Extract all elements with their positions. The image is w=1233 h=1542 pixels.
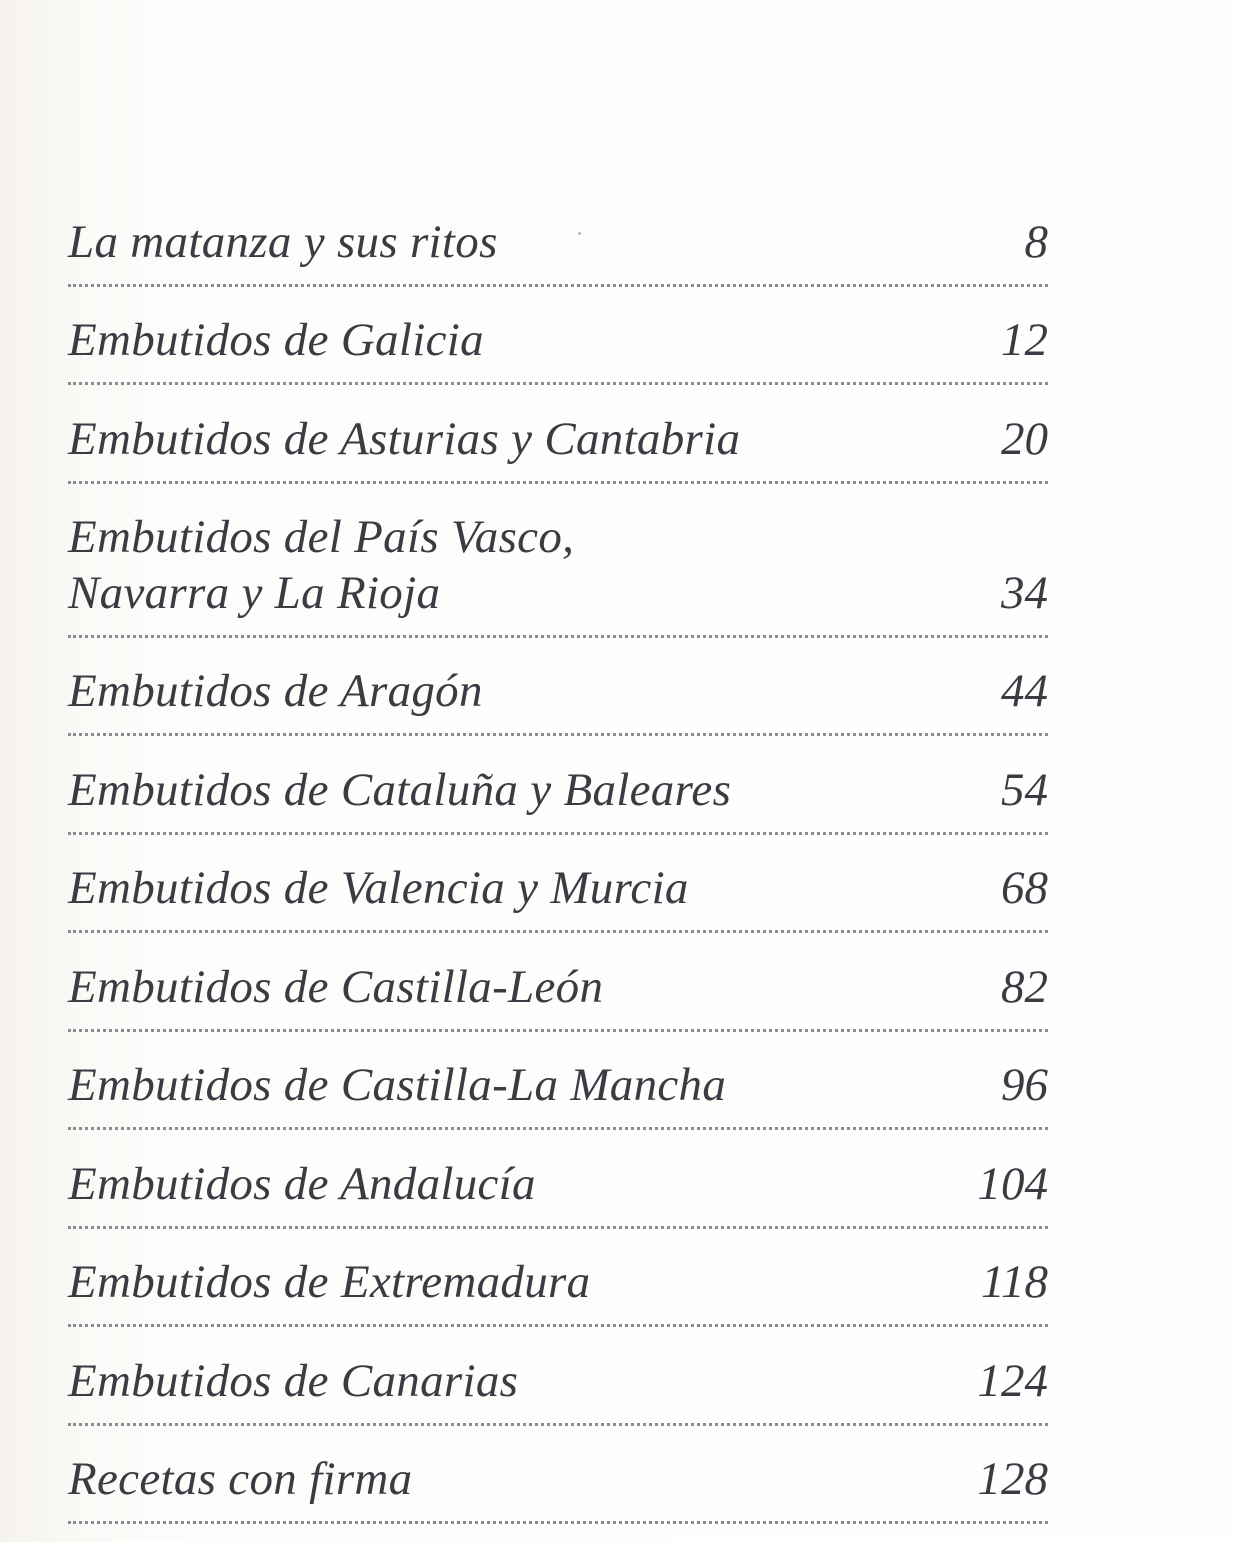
toc-entry[interactable] bbox=[68, 188, 1048, 287]
toc-entry[interactable] bbox=[68, 385, 1048, 484]
toc-entry-title: Embutidos de Canarias bbox=[68, 1354, 519, 1407]
toc-entry[interactable] bbox=[68, 1032, 1048, 1131]
toc-entry-title bbox=[68, 509, 574, 621]
toc-entry-page-number: 82 bbox=[1001, 960, 1048, 1013]
toc-entry[interactable] bbox=[68, 287, 1048, 386]
toc-entry-page-number: 124 bbox=[977, 1354, 1048, 1407]
toc-entry-page-number: 44 bbox=[1001, 665, 1048, 717]
toc-entry[interactable] bbox=[68, 933, 1048, 1032]
toc-entry-page-number: 54 bbox=[1001, 763, 1048, 816]
toc-entry-page-number: 8 bbox=[1024, 215, 1048, 268]
toc-entry-page-number: 104 bbox=[977, 1157, 1048, 1210]
toc-entry[interactable] bbox=[68, 1130, 1048, 1229]
toc-entry[interactable] bbox=[68, 1426, 1048, 1525]
toc-entry-title: Embutidos de Castilla-León bbox=[68, 960, 604, 1013]
toc-entry[interactable] bbox=[68, 736, 1048, 835]
toc-entry-title: Embutidos de Asturias y Cantabria bbox=[68, 412, 741, 465]
toc-entry-page-number: 12 bbox=[1001, 314, 1048, 366]
toc-entry-page-number: 96 bbox=[1001, 1059, 1048, 1111]
toc-entry-title: Recetas con firma bbox=[68, 1453, 413, 1505]
toc-entry-title: Embutidos de Extremadura bbox=[68, 1256, 591, 1308]
toc-entry[interactable] bbox=[68, 835, 1048, 934]
toc-entry-page-number: 118 bbox=[980, 1256, 1048, 1308]
toc-entry-title: Embutidos de Castilla-La Mancha bbox=[68, 1059, 727, 1111]
toc-entry-page-number: 20 bbox=[1001, 412, 1048, 465]
toc-entry[interactable] bbox=[68, 484, 1048, 638]
toc-entry-title: Embutidos de Aragón bbox=[68, 665, 483, 717]
toc-entry[interactable] bbox=[68, 1327, 1048, 1426]
toc-entry-title: La matanza y sus ritos bbox=[68, 215, 498, 268]
toc-entry-title-line: Navarra y La Rioja bbox=[68, 566, 441, 619]
table-of-contents bbox=[68, 188, 1048, 1524]
toc-entry[interactable] bbox=[68, 638, 1048, 737]
toc-entry-page-number: 34 bbox=[1001, 566, 1048, 619]
toc-entry-title: Embutidos de Andalucía bbox=[68, 1157, 536, 1210]
toc-entry-title: Embutidos de Cataluña y Baleares bbox=[68, 763, 732, 816]
toc-entry-page-number: 128 bbox=[977, 1453, 1048, 1505]
toc-entry-title: Embutidos de Valencia y Murcia bbox=[68, 862, 689, 914]
toc-entry[interactable] bbox=[68, 1229, 1048, 1328]
toc-entry-page-number: 68 bbox=[1001, 862, 1048, 914]
toc-entry-title: Embutidos de Galicia bbox=[68, 314, 484, 366]
toc-entry-title-line: Embutidos del País Vasco, bbox=[68, 510, 575, 563]
